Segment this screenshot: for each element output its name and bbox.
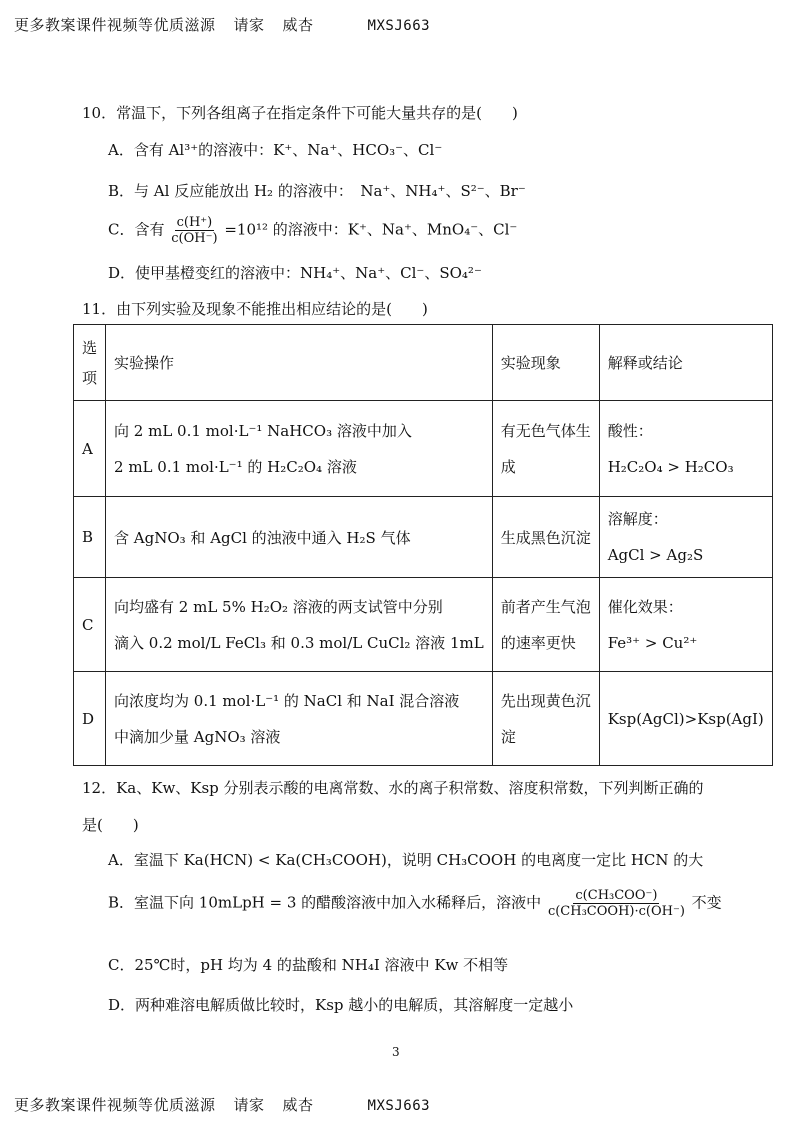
row-d-operation-line2: 中滴加少量 AgNO₃ 溶液 (114, 727, 281, 746)
q10-stem: 10．常温下，下列各组离子在指定条件下可能大量共存的是( ) (82, 104, 518, 122)
row-c-operation (106, 578, 493, 672)
q12-b-numerator: c(CH₃COO⁻) (575, 888, 658, 903)
footer-contact: 请家 (233, 1096, 265, 1114)
row-c-option: C (74, 578, 106, 672)
table-row-b (74, 497, 773, 578)
table-row-c (74, 578, 773, 672)
q12-b-fraction (546, 888, 687, 919)
header-phenomenon: 实验现象 (492, 325, 599, 401)
header-code: MXSJ663 (367, 18, 431, 34)
q12-option-c: C．25℃时，pH 均为 4 的盐酸和 NH₄I 溶液中 Kw 不相等 (108, 956, 509, 974)
q11-table (73, 324, 773, 766)
q10-option-b: B．与 Al 反应能放出 H₂ 的溶液中： Na⁺、NH₄⁺、S²⁻、Br⁻ (108, 182, 526, 200)
row-b-operation: 含 AgNO₃ 和 AgCl 的浊液中通入 H₂S 气体 (106, 497, 493, 578)
row-a-operation (106, 401, 493, 497)
row-a-conclusion (599, 401, 772, 497)
row-c-conclusion-line2: Fe³⁺ > Cu²⁺ (607, 633, 698, 652)
row-d-conclusion: Ksp(AgCl)>Ksp(AgI) (599, 672, 772, 766)
header-operation: 实验操作 (106, 325, 493, 401)
page-header (14, 14, 448, 35)
header-option-line2: 项 (82, 368, 98, 387)
row-c-phenomenon (492, 578, 599, 672)
table-row-a (74, 401, 773, 497)
row-a-option: A (74, 401, 106, 497)
row-b-conclusion-line2: AgCl > Ag₂S (607, 546, 704, 564)
q10-c-numerator: c(H⁺) (176, 215, 213, 230)
row-b-conclusion (599, 497, 772, 578)
row-a-phenomenon-line2: 成 (500, 457, 516, 476)
q12-stem-line2: 是( ) (82, 816, 139, 834)
q10-c-suffix: =10¹² 的溶液中：K⁺、Na⁺、MnO₄⁻、Cl⁻ (224, 220, 518, 239)
footer-text: 更多教案课件视频等优质滋源 (14, 1096, 216, 1114)
page-number: 3 (392, 1045, 400, 1059)
row-c-conclusion (599, 578, 772, 672)
row-a-conclusion-line1: 酸性： (607, 421, 653, 440)
footer-name: 威杏 (282, 1096, 314, 1114)
row-d-operation-line1: 向浓度均为 0.1 mol·L⁻¹ 的 NaCl 和 NaI 混合溶液 (114, 691, 460, 710)
q12-b-prefix: B．室温下向 10mLpH = 3 的醋酸溶液中加入水稀释后，溶液中 (108, 893, 542, 912)
q10-option-d: D．使甲基橙变红的溶液中：NH₄⁺、Na⁺、Cl⁻、SO₄²⁻ (108, 264, 482, 282)
q11-stem: 11．由下列实验及现象不能推出相应结论的是( ) (82, 300, 428, 318)
q12-b-denominator: c(CH₃COOH)·c(OH⁻) (547, 904, 685, 919)
q10-c-fraction (169, 215, 219, 246)
row-c-operation-line1: 向均盛有 2 mL 5% H₂O₂ 溶液的两支试管中分别 (114, 597, 443, 616)
row-c-operation-line2: 滴入 0.2 mol/L FeCl₃ 和 0.3 mol/L CuCl₂ 溶液 1mL (114, 633, 484, 652)
q12-b-suffix: 不变 (691, 893, 722, 912)
page-footer (14, 1094, 448, 1115)
row-c-phenomenon-line1: 前者产生气泡 (500, 597, 591, 616)
header-conclusion: 解释或结论 (599, 325, 772, 401)
q12-option-b (108, 888, 722, 919)
row-b-option: B (74, 497, 106, 578)
q12-option-d: D．两种难溶电解质做比较时，Ksp 越小的电解质，其溶解度一定越小 (108, 996, 574, 1014)
q10-c-denominator: c(OH⁻) (171, 231, 218, 246)
row-a-operation-line2: 2 mL 0.1 mol·L⁻¹ 的 H₂C₂O₄ 溶液 (114, 457, 357, 476)
row-b-conclusion-line1: 溶解度： (607, 510, 668, 528)
row-a-conclusion-line2: H₂C₂O₄ > H₂CO₃ (607, 457, 734, 476)
q10-option-a: A．含有 Al³⁺的溶液中：K⁺、Na⁺、HCO₃⁻、Cl⁻ (108, 141, 443, 159)
q10-option-c (108, 215, 517, 246)
header-option-line1: 选 (82, 338, 98, 357)
table-header-row (74, 325, 773, 401)
header-name: 威杏 (282, 16, 314, 34)
row-c-conclusion-line1: 催化效果： (607, 597, 683, 616)
header-contact: 请家 (233, 16, 265, 34)
row-d-phenomenon-line2: 淀 (500, 727, 516, 746)
row-c-phenomenon-line2: 的速率更快 (500, 633, 576, 652)
row-a-phenomenon-line1: 有无色气体生 (500, 421, 591, 440)
header-text: 更多教案课件视频等优质滋源 (14, 16, 216, 34)
row-b-phenomenon: 生成黑色沉淀 (492, 497, 599, 578)
row-d-option: D (74, 672, 106, 766)
q12-option-a: A．室温下 Ka(HCN) < Ka(CH₃COOH)，说明 CH₃COOH 的电离度一定比 HCN 的大 (108, 851, 704, 869)
table-row-d (74, 672, 773, 766)
row-d-phenomenon-line1: 先出现黄色沉 (500, 691, 591, 710)
row-a-phenomenon (492, 401, 599, 497)
q12-stem-line1: 12．Ka、Kw、Ksp 分别表示酸的电离常数、水的离子积常数、溶度积常数，下列判断正确的 (82, 779, 704, 797)
header-option (74, 325, 106, 401)
row-a-operation-line1: 向 2 mL 0.1 mol·L⁻¹ NaHCO₃ 溶液中加入 (114, 421, 412, 440)
row-d-operation (106, 672, 493, 766)
footer-code: MXSJ663 (367, 1098, 431, 1114)
row-d-phenomenon (492, 672, 599, 766)
q10-c-prefix: C．含有 (108, 220, 165, 239)
